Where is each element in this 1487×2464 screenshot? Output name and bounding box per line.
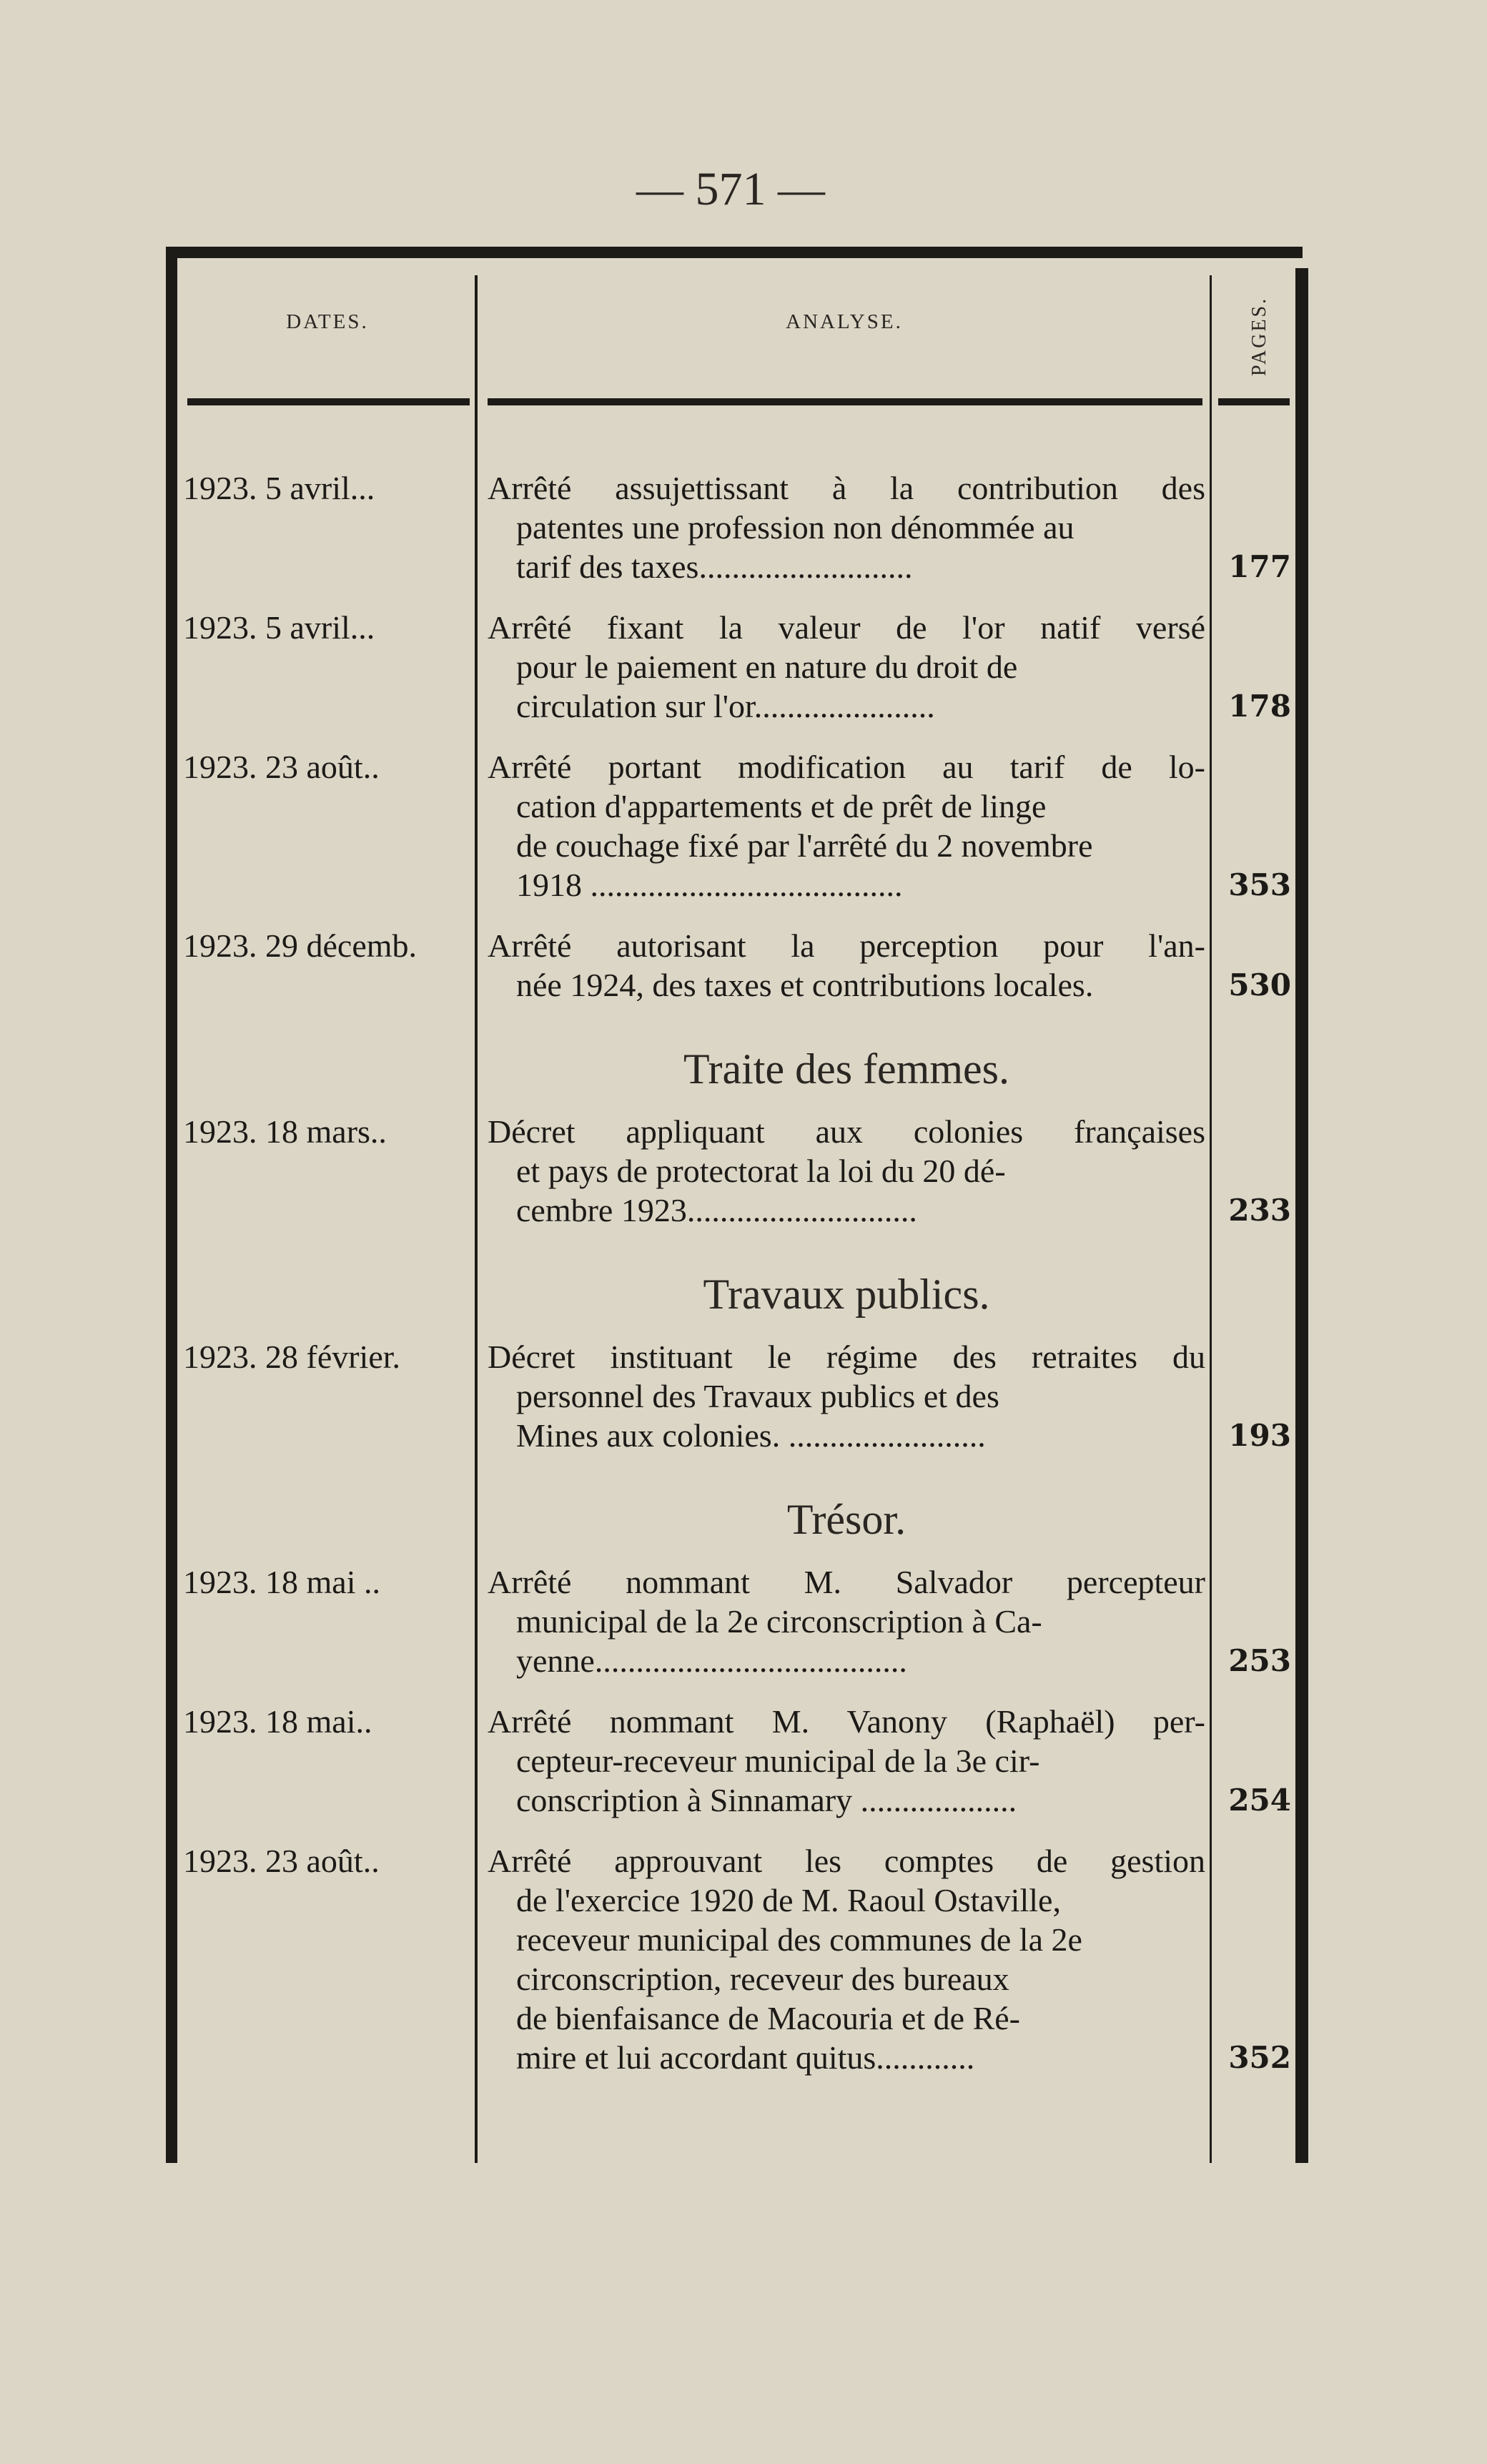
- index-entry: [166, 926, 1310, 1005]
- section-heading: Trésor.: [786, 1496, 906, 1543]
- analysis-line: municipal de la 2e circonscription à Ca-: [516, 1603, 1042, 1640]
- analysis-line: patentes une profession non dénommée au: [516, 509, 1075, 546]
- analysis-line: de couchage fixé par l'arrêté du 2 novembre: [516, 827, 1093, 864]
- header-rule-dates: [187, 398, 470, 405]
- entry-spacer: [166, 726, 1310, 747]
- entry-page-number: 193: [1228, 1418, 1291, 1453]
- analysis-line: et pays de protectorat la loi du 20 dé-: [516, 1153, 1006, 1189]
- analysis-line: cepteur-receveur municipal de la 3e cir-: [516, 1743, 1040, 1779]
- header-rule-analyse: [488, 398, 1202, 405]
- entry-spacer: [166, 2077, 1310, 2099]
- entry-page-number: 352: [1228, 2040, 1291, 2075]
- analysis-line: 1918 ......................................: [516, 867, 903, 903]
- entries-list: [166, 468, 1310, 2099]
- analysis-line: circonscription, receveur des bureaux: [516, 1961, 1009, 1997]
- header-dates: DATES.: [286, 310, 369, 333]
- entry-date: 1923. 28 février.: [183, 1339, 401, 1375]
- analysis-line: Décret instituant le régime des retraites du: [488, 1339, 1205, 1375]
- top-rule: [166, 247, 1303, 258]
- analysis-line: yenne......................................: [516, 1642, 907, 1679]
- header-pages: PAGES.: [1248, 296, 1270, 376]
- index-entry: [166, 608, 1310, 726]
- analysis-line: Arrêté assujettissant à la contribution des: [488, 470, 1205, 506]
- entry-analysis: [488, 1112, 1205, 1230]
- entry-analysis: [488, 926, 1205, 1005]
- section-heading: Traite des femmes.: [683, 1045, 1010, 1093]
- entry-page-number: 178: [1228, 689, 1291, 724]
- entry-page-number: 353: [1228, 867, 1291, 902]
- entry-spacer: [166, 905, 1310, 926]
- analysis-line: Décret appliquant aux colonies françaises: [488, 1113, 1205, 1150]
- entry-analysis: [488, 1337, 1205, 1455]
- entry-spacer: [166, 1455, 1310, 1477]
- entry-date: 1923. 23 août..: [183, 749, 380, 785]
- analysis-line: cation d'appartements et de prêt de linge: [516, 788, 1047, 824]
- entry-date: 1923. 18 mars..: [183, 1113, 387, 1150]
- index-entry: [166, 1841, 1310, 2077]
- index-entry: [166, 747, 1310, 905]
- index-entry: [166, 468, 1310, 586]
- analysis-line: Arrêté nommant M. Salvador percepteur: [488, 1564, 1205, 1600]
- section-heading: Travaux publics.: [703, 1271, 990, 1318]
- entry-analysis: [488, 468, 1205, 586]
- index-entry: [166, 1702, 1310, 1820]
- entry-analysis: [488, 1702, 1205, 1820]
- page-number: — 571 —: [636, 163, 825, 215]
- analysis-line: Mines aux colonies. ........................: [516, 1417, 986, 1454]
- analysis-line: Arrêté approuvant les comptes de gestion: [488, 1843, 1205, 1879]
- analysis-line: cembre 1923............................: [516, 1192, 917, 1228]
- entry-date: 1923. 5 avril...: [183, 609, 375, 646]
- analysis-line: tarif des taxes..........................: [516, 548, 913, 585]
- index-entry: [166, 1337, 1310, 1455]
- entry-analysis: [488, 608, 1205, 726]
- header-analyse: ANALYSE.: [786, 310, 903, 333]
- analysis-line: conscription à Sinnamary ...................: [516, 1782, 1017, 1818]
- entry-date: 1923. 23 août..: [183, 1843, 380, 1879]
- analysis-line: personnel des Travaux publics et des: [516, 1378, 999, 1414]
- index-table: [166, 247, 1310, 2163]
- entry-date: 1923. 5 avril...: [183, 470, 375, 506]
- entry-analysis: [488, 747, 1205, 905]
- analysis-line: Arrêté portant modification au tarif de lo-: [488, 749, 1205, 785]
- analysis-line: circulation sur l'or......................: [516, 688, 935, 724]
- analysis-line: de l'exercice 1920 de M. Raoul Ostaville,: [516, 1882, 1061, 1918]
- header-rule-pages: [1218, 398, 1290, 405]
- index-entry: [166, 1562, 1310, 1680]
- entry-page-number: 530: [1228, 967, 1291, 1002]
- analysis-line: Arrêté fixant la valeur de l'or natif versé: [488, 609, 1205, 646]
- analysis-line: de bienfaisance de Macouria et de Ré-: [516, 2000, 1020, 2036]
- analysis-line: Arrêté autorisant la perception pour l'an-: [488, 927, 1205, 964]
- entry-page-number: 233: [1228, 1193, 1291, 1228]
- entry-page-number: 253: [1228, 1643, 1291, 1678]
- entry-date: 1923. 18 mai..: [183, 1703, 372, 1740]
- entry-date: 1923. 29 décemb.: [183, 927, 418, 964]
- analysis-line: Arrêté nommant M. Vanony (Raphaël) per-: [488, 1703, 1205, 1740]
- analysis-line: née 1924, des taxes et contributions locales.: [516, 967, 1094, 1003]
- entry-date: 1923. 18 mai ..: [183, 1564, 380, 1600]
- index-entry: [166, 1112, 1310, 1230]
- entry-page-number: 254: [1228, 1783, 1291, 1818]
- entry-page-number: 177: [1228, 549, 1291, 584]
- entry-spacer: [166, 1680, 1310, 1702]
- analysis-line: mire et lui accordant quitus............: [516, 2039, 975, 2076]
- entry-spacer: [166, 586, 1310, 608]
- analysis-line: pour le paiement en nature du droit de: [516, 649, 1018, 685]
- entry-analysis: [488, 1841, 1205, 2077]
- entry-spacer: [166, 1820, 1310, 1841]
- entry-spacer: [166, 1230, 1310, 1251]
- entry-analysis: [488, 1562, 1205, 1680]
- entry-spacer: [166, 1005, 1310, 1026]
- analysis-line: receveur municipal des communes de la 2e: [516, 1921, 1082, 1958]
